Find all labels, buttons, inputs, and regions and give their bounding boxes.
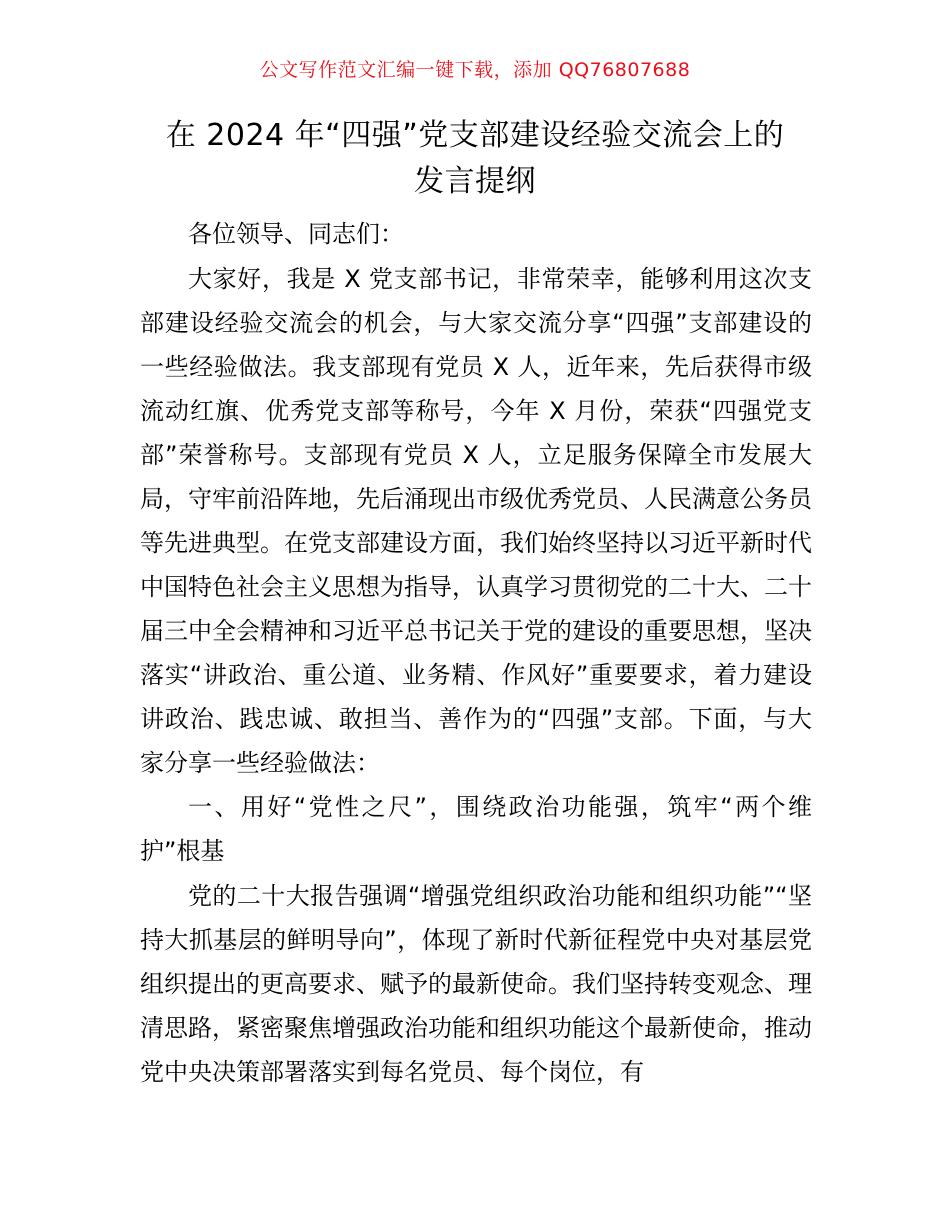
section-heading-1: 一、用好“党性之尺”，围绕政治功能强，筑牢“两个维护”根基 [140,793,812,865]
salutation: 各位领导、同志们： [188,220,404,248]
document-body [140,212,812,1094]
title-line-2: 发言提纲 [414,164,536,199]
document-title [130,113,820,205]
title-line-1: 在 2024 年“四强”党支部建设经验交流会上的 [165,118,785,153]
intro-paragraph: 大家好，我是 X 党支部书记，非常荣幸，能够利用这次支部建设经验交流会的机会，与大家交流分享“四强”支部建设的一些经验做法。我支部现有党员 X 人，近年来，先后获得市级流动红旗、优秀党支部等称号，今年 X 月份，荣获“四强党支部”荣誉称号。支部现有党员 X 人，立足服务保障全市发展大局，守牢前沿阵地，先后涌现出市级优秀党员、人民满意公务员等先进典型。在党支部建设方面，我们始终坚持以习近平新时代中国特色社会主义思想为指导，认真学习贯彻党的二十大、二十届三中全会精神和习近平总书记关于党的建设的重要思想，坚决落实“讲政治、重公道、业务精、作风好”重要要求，着力建设讲政治、践忠诚、敢担当、善作为的“四强”支部。下面，与大家分享一些经验做法： [140,264,812,777]
section-1-paragraph: 党的二十大报告强调“增强党组织政治功能和组织功能”“坚持大抓基层的鲜明导向”，体现了新时代新征程党中央对基层党组织提出的更高要求、赋予的最新使命。我们坚持转变观念、理清思路，紧密聚焦增强政治功能和组织功能这个最新使命，推动党中央决策部署落实到每名党员、每个岗位，有 [140,881,812,1086]
download-notice: 公文写作范文汇编一键下载，添加 QQ76807688 [259,59,691,81]
